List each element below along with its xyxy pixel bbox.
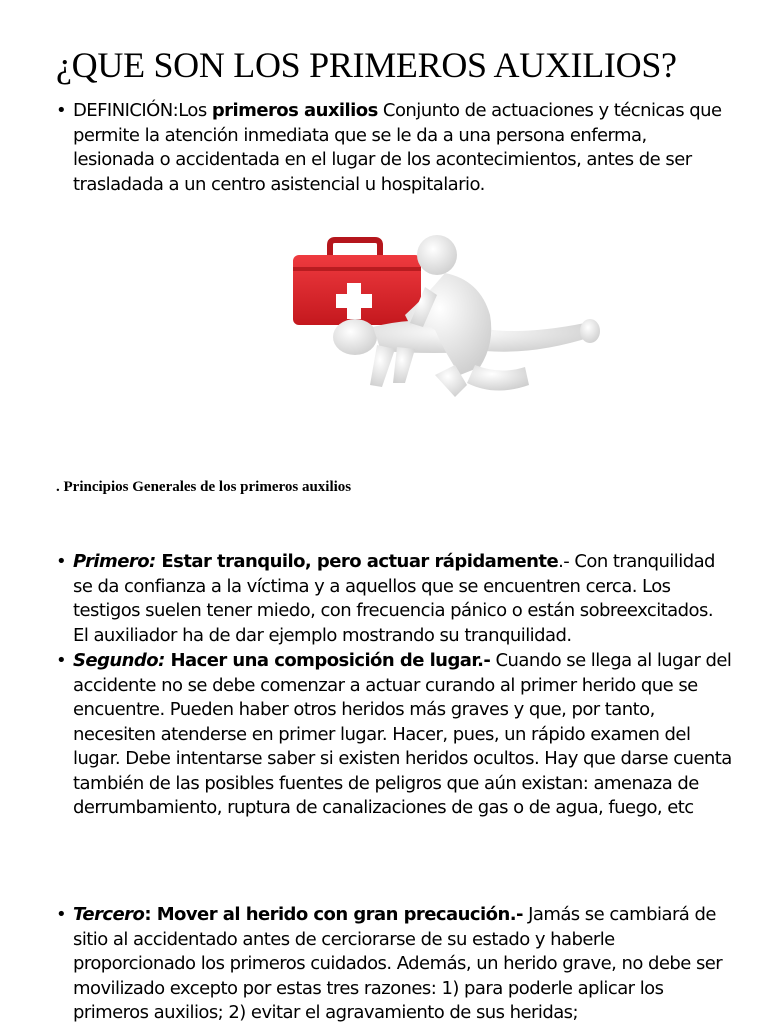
bullet-principle-2: • <box>56 650 67 671</box>
bullet-definition: • <box>56 100 67 121</box>
definition-paragraph <box>73 99 733 197</box>
principle-2-heading: Hacer una composición de lugar.- <box>164 650 491 671</box>
bullet-principle-1: • <box>56 551 67 572</box>
page-title: ¿QUE SON LOS PRIMEROS AUXILIOS? <box>56 45 677 85</box>
principle-2-paragraph <box>73 649 733 821</box>
principle-1-text: .- Con tranquilidad se da confianza a la víctima y a aquellos que se encuentren cerca. Los testigos suelen tener miedo, con frecuencia pánico o están sobreexcitados. El auxiliador ha de dar ejemplo mostrando su tranquilidad. <box>73 551 715 646</box>
principle-3-ordinal: Tercero <box>73 904 145 925</box>
principle-3-text: Jamás se cambiará de sitio al accidentado antes de cerciorarse de su estado y haberle proporcionado los primeros cuidados. Además, un herido grave, no debe ser movilizado excepto por estas tres razones: 1) para poderle aplicar los primeros auxilios; 2) evitar el agravamiento de sus heridas; <box>73 904 723 1023</box>
principle-2-text: Cuando se llega al lugar del accidente no se debe comenzar a actuar curando al primer herido que se encuentre. Pueden haber otros heridos más graves y que, por tanto, necesiten atenderse en primer lugar. Hacer, pues, un rápido examen del lugar. Debe intentarse saber si existen heridos ocultos. Hay que darse cuenta también de las posibles fuentes de peligros que aún existan: amenaza de derrumbamiento, ruptura de canalizaciones de gas o de agua, fuego, etc <box>73 650 732 818</box>
principle-1-heading: Estar tranquilo, pero actuar rápidamente <box>155 551 559 572</box>
definition-text: Conjunto de actuaciones y técnicas que permite la atención inmediata que se le da a una persona enferma, lesionada o accidentada en el lugar de los acontecimientos, antes de ser trasladada a un centro asistencial u hospitalario. <box>73 100 722 195</box>
principle-3-heading: : Mover al herido con gran precaución.- <box>144 904 523 925</box>
principle-1-paragraph <box>73 550 733 648</box>
first-aid-kit-icon <box>293 240 421 325</box>
principle-2-ordinal: Segundo: <box>73 650 165 671</box>
principle-1-ordinal: Primero: <box>73 551 156 572</box>
definition-term: primeros auxilios <box>211 100 378 121</box>
kneeling-figure-icon <box>405 235 529 397</box>
principle-3-paragraph <box>73 903 733 1026</box>
section-subheading: . Principios Generales de los primeros auxilios <box>56 479 352 495</box>
first-aid-cpr-icon <box>285 225 605 405</box>
definition-label: DEFINICIÓN:Los <box>73 100 212 121</box>
bullet-principle-3: • <box>56 904 67 925</box>
